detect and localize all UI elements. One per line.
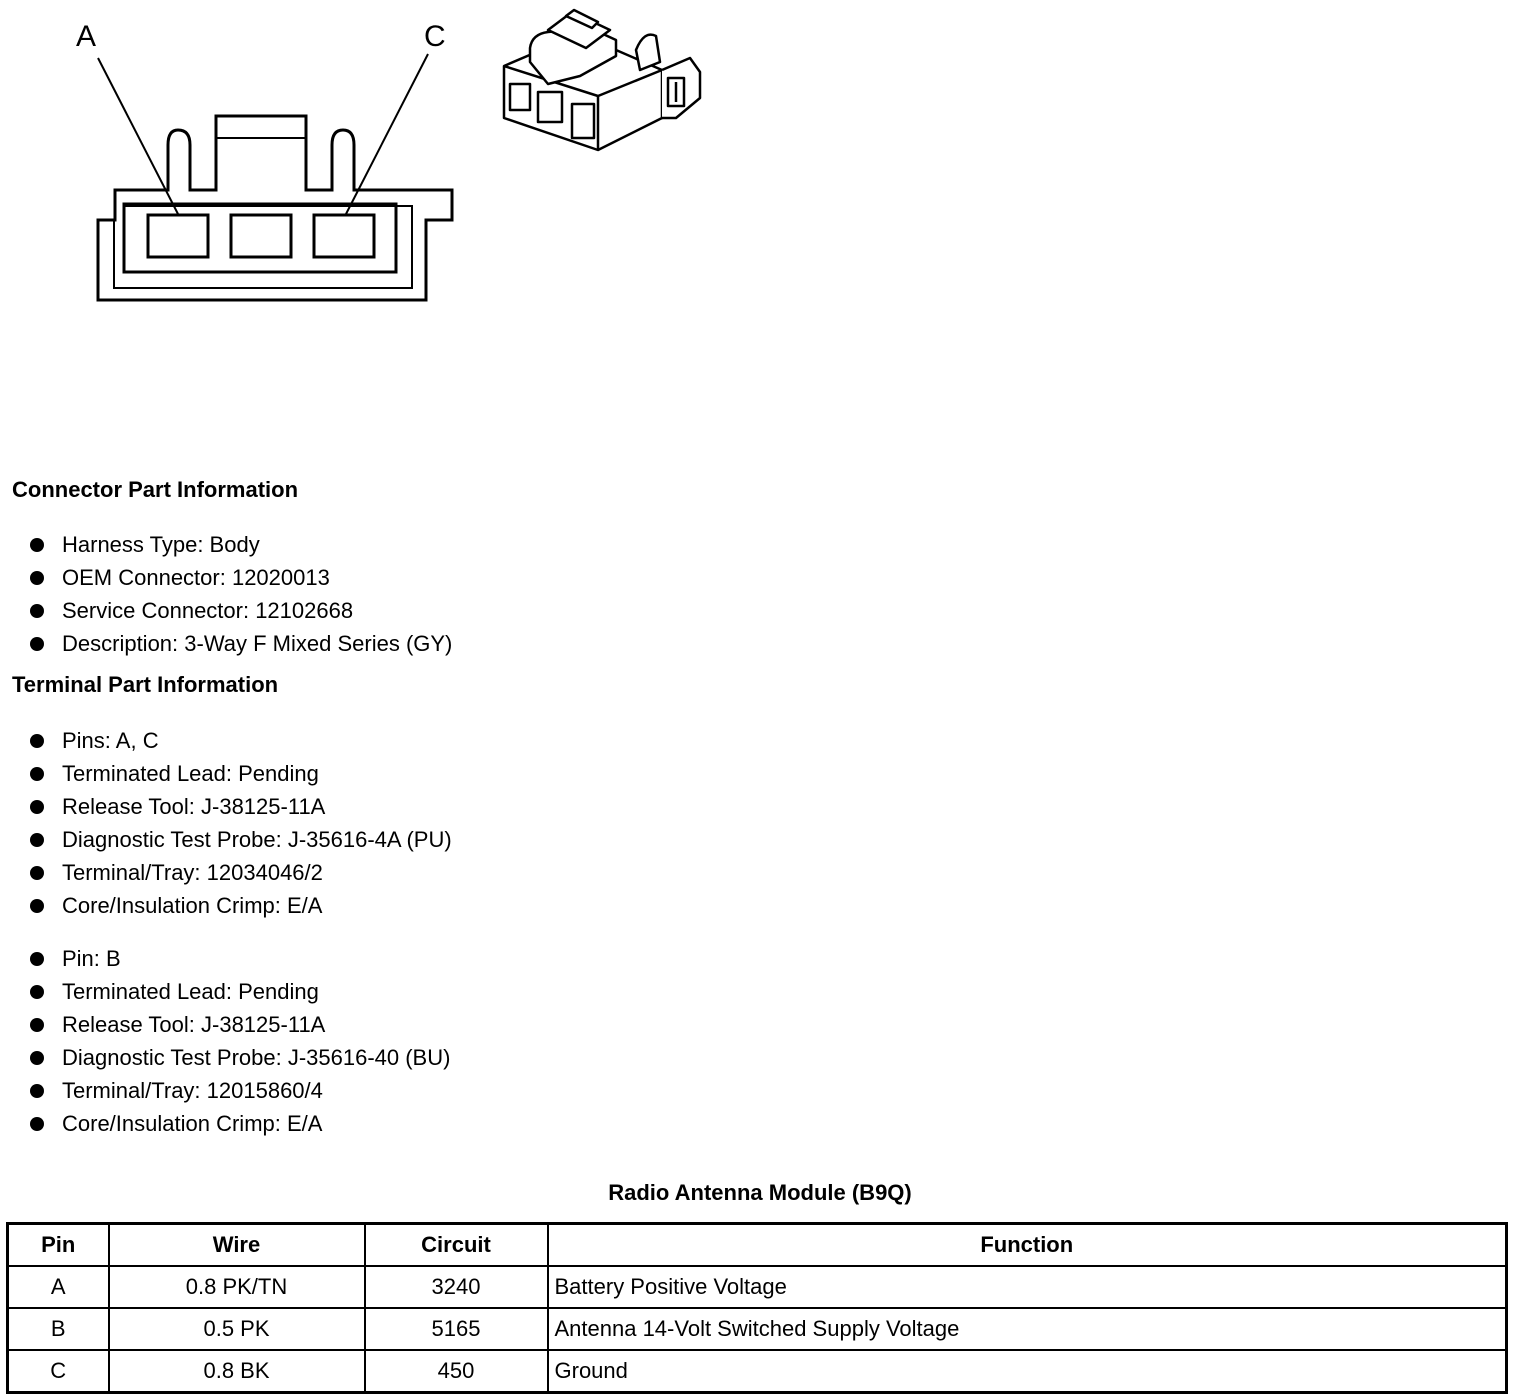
bullet-icon [30,985,44,999]
list-item: Description: 3-Way F Mixed Series (GY) [28,627,452,660]
bullet-icon [30,734,44,748]
pin-label-a: A [76,20,97,53]
connector-info-heading: Connector Part Information [12,477,299,502]
cell-wire: 0.8 PK/TN [109,1266,365,1308]
list-item: OEM Connector: 12020013 [28,561,452,594]
list-item: Diagnostic Test Probe: J-35616-40 (BU) [28,1041,450,1074]
connector-diagram [0,0,760,320]
connector-info-list [28,528,452,660]
bullet-icon [30,538,44,552]
bullet-icon [30,833,44,847]
cavity-c [314,215,374,257]
terminal-info-list-pins-a-c [28,724,452,922]
bullet-icon [30,767,44,781]
bullet-icon [30,1084,44,1098]
list-item: Terminated Lead: Pending [28,975,450,1008]
list-item: Service Connector: 12102668 [28,594,452,627]
bullet-icon [30,637,44,651]
cavity-a [148,215,208,257]
bullet-icon [30,1018,44,1032]
pin-label-c: C [424,20,446,53]
cell-wire: 0.5 PK [109,1308,365,1350]
list-item: Terminated Lead: Pending [28,757,452,790]
connector-inner-outline [114,206,412,288]
column-header-circuit: Circuit [365,1224,548,1267]
column-header-function: Function [548,1224,1507,1267]
column-header-pin: Pin [8,1224,109,1267]
terminal-info-list-pin-b [28,942,450,1140]
list-item: Release Tool: J-38125-11A [28,790,452,823]
pinout-table [6,1222,1508,1394]
list-item: Diagnostic Test Probe: J-35616-4A (PU) [28,823,452,856]
list-item: Pin: B [28,942,450,975]
cell-function: Ground [548,1350,1507,1393]
cell-circuit: 5165 [365,1308,548,1350]
cell-pin: B [8,1308,109,1350]
terminal-info-heading: Terminal Part Information [12,672,279,697]
table-title: Radio Antenna Module (B9Q) [608,1180,912,1205]
list-item: Pins: A, C [28,724,452,757]
table-row [8,1266,1507,1308]
table-header-row [8,1224,1507,1267]
bullet-icon [30,899,44,913]
table-row [8,1308,1507,1350]
list-item: Terminal/Tray: 12015860/4 [28,1074,450,1107]
list-item: Release Tool: J-38125-11A [28,1008,450,1041]
table-row [8,1350,1507,1393]
bullet-icon [30,800,44,814]
cell-circuit: 450 [365,1350,548,1393]
bullet-icon [30,1051,44,1065]
column-header-wire: Wire [109,1224,365,1267]
list-item: Core/Insulation Crimp: E/A [28,889,452,922]
list-item: Harness Type: Body [28,528,452,561]
bullet-icon [30,604,44,618]
bullet-icon [30,571,44,585]
list-item: Core/Insulation Crimp: E/A [28,1107,450,1140]
bullet-icon [30,1117,44,1131]
cavity-b [231,215,291,257]
cell-function: Antenna 14-Volt Switched Supply Voltage [548,1308,1507,1350]
cell-wire: 0.8 BK [109,1350,365,1393]
list-item: Terminal/Tray: 12034046/2 [28,856,452,889]
bullet-icon [30,866,44,880]
connector-isometric-sketch [504,10,700,150]
cell-circuit: 3240 [365,1266,548,1308]
cell-pin: C [8,1350,109,1393]
cell-function: Battery Positive Voltage [548,1266,1507,1308]
cell-pin: A [8,1266,109,1308]
bullet-icon [30,952,44,966]
